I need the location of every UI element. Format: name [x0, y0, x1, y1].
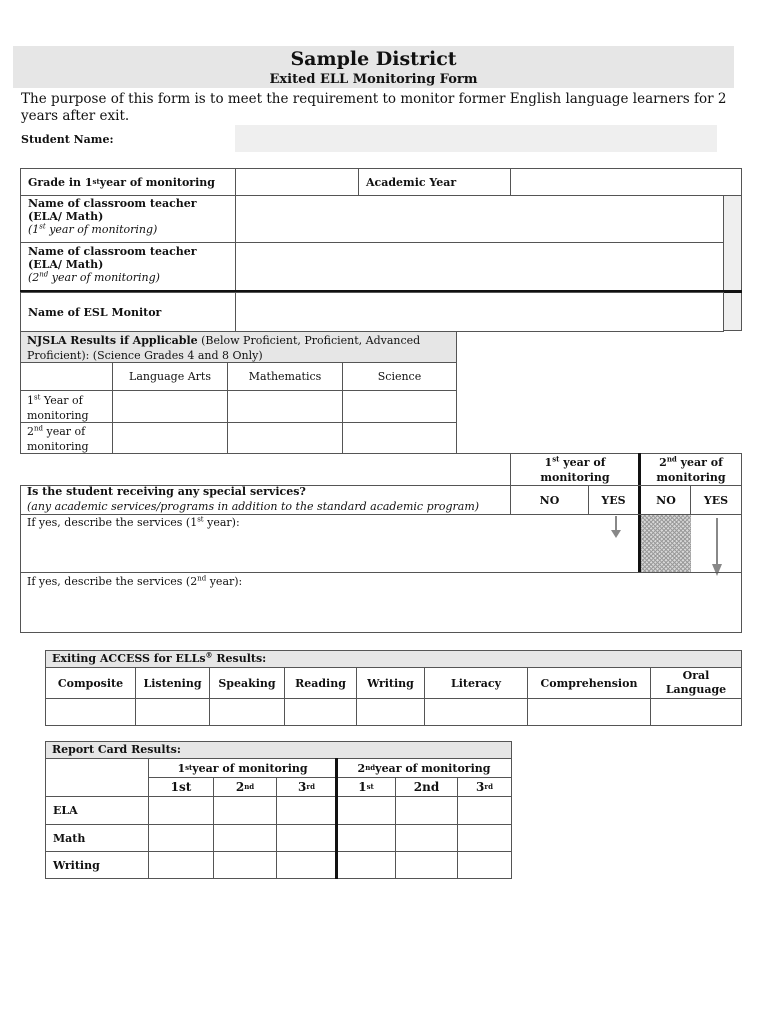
access-col-writing: Writing [356, 667, 425, 699]
year1-no-option[interactable]: NO [539, 493, 560, 507]
describe-year1-field[interactable] [21, 530, 638, 572]
arrow-down-icon [709, 516, 725, 578]
njsla-row1-mathematics[interactable] [227, 390, 343, 423]
report-row-math: Math [45, 824, 149, 852]
academic-year-label: Academic Year [358, 168, 511, 196]
access-col-oral-language: Oral Language [650, 667, 742, 699]
grade-cell[interactable] [213, 851, 277, 879]
services-split-line [20, 572, 742, 573]
describe-year2-label: If yes, describe the services (2nd year): [27, 574, 243, 588]
period-y2-3: 3 rd [457, 777, 512, 797]
njsla-title: NJSLA Results if Applicable (Below Proficient, Proficient, Advanced Proficient): (Science Grades 4 and 8 Only) [27, 334, 421, 362]
describe-year2-field[interactable] [21, 590, 741, 632]
grade-cell[interactable] [148, 851, 214, 879]
report-year1-header: 1 st year of monitoring [148, 758, 337, 778]
services-question: Is the student receiving any special services? [27, 485, 306, 498]
grade-cell[interactable] [148, 824, 214, 852]
form-title: Exited ELL Monitoring Form [269, 72, 478, 87]
grade-cell[interactable] [276, 796, 337, 825]
grade-field[interactable] [235, 168, 359, 196]
grade-cell[interactable] [457, 824, 512, 852]
report-card-title: Report Card Results: [52, 743, 181, 756]
report-row-writing: Writing [45, 851, 149, 879]
access-col-literacy: Literacy [424, 667, 528, 699]
period-y2-1: 1 st [336, 777, 396, 797]
access-col-comprehension: Comprehension [527, 667, 651, 699]
access-speaking-field[interactable] [209, 698, 285, 726]
access-composite-field[interactable] [45, 698, 136, 726]
access-col-composite: Composite [45, 667, 136, 699]
services-year1-header: 1st year of monitoring [540, 453, 610, 484]
grade-cell[interactable] [148, 796, 214, 825]
njsla-corner [20, 362, 113, 391]
grade-cell[interactable] [395, 824, 458, 852]
access-col-listening: Listening [135, 667, 210, 699]
grade-cell[interactable] [336, 824, 396, 852]
njsla-row1-language-arts[interactable] [112, 390, 228, 423]
teacher-side-column [723, 195, 742, 331]
grade-cell[interactable] [213, 796, 277, 825]
describe-year1-label: If yes, describe the services (1st year): [27, 515, 240, 529]
period-y1-2: 2 nd [213, 777, 277, 797]
njsla-row1-label: 1st Year of monitoring [20, 390, 113, 423]
report-row-ela: ELA [45, 796, 149, 825]
grade-cell[interactable] [336, 796, 396, 825]
njsla-col-language-arts: Language Arts [112, 362, 228, 391]
teacher2-label: Name of classroom teacher (ELA/ Math) (2nd year of monitoring) [28, 245, 197, 284]
academic-year-field[interactable] [510, 168, 742, 196]
njsla-row2-mathematics[interactable] [227, 422, 343, 454]
access-col-reading: Reading [284, 667, 357, 699]
access-col-speaking: Speaking [209, 667, 285, 699]
student-name-field[interactable] [235, 125, 717, 152]
student-name-label: Student Name: [21, 133, 114, 146]
njsla-row2-label: 2nd year of monitoring [20, 422, 113, 454]
grade-cell[interactable] [336, 851, 396, 879]
njsla-row1-science[interactable] [342, 390, 457, 423]
grade-cell[interactable] [276, 851, 337, 879]
njsla-col-mathematics: Mathematics [227, 362, 343, 391]
arrow-down-icon [608, 514, 624, 540]
access-writing-field[interactable] [356, 698, 425, 726]
access-listening-field[interactable] [135, 698, 210, 726]
services-header-right-line [741, 453, 742, 633]
njsla-row2-science[interactable] [342, 422, 457, 454]
njsla-col-science: Science [342, 362, 457, 391]
grade-label: Grade in 1 st year of monitoring [28, 175, 215, 189]
grade-cell[interactable] [457, 851, 512, 879]
grade-cell[interactable] [395, 796, 458, 825]
year1-yes-option[interactable]: YES [601, 493, 626, 507]
services-year2-header: 2nd year of monitoring [656, 453, 726, 484]
report-year-divider-thick [335, 758, 338, 879]
period-y1-1: 1st [148, 777, 214, 797]
options-bottom-line [20, 514, 742, 515]
njsla-row2-language-arts[interactable] [112, 422, 228, 454]
services-bottom-line [20, 632, 742, 633]
grade-cell[interactable] [276, 824, 337, 852]
teacher2-field[interactable] [235, 242, 724, 292]
access-literacy-field[interactable] [424, 698, 528, 726]
report-year2-header: 2 nd year of monitoring [336, 758, 512, 778]
purpose-text: The purpose of this form is to meet the requirement to monitor former English language learners for 2 years after exit. [21, 91, 727, 124]
year2-yes-option[interactable]: YES [703, 493, 729, 507]
services-question-note: (any academic services/programs in addition to the standard academic program) [27, 500, 480, 513]
teacher1-field[interactable] [235, 195, 724, 243]
hatched-cell [641, 515, 691, 572]
year2-no-option[interactable]: NO [656, 493, 676, 507]
period-y1-3: 3 rd [276, 777, 337, 797]
access-oral-language-field[interactable] [650, 698, 742, 726]
report-corner [45, 758, 149, 797]
access-comprehension-field[interactable] [527, 698, 651, 726]
district-title: Sample District [290, 48, 457, 70]
teacher1-label: Name of classroom teacher (ELA/ Math) (1st year of monitoring) [28, 197, 197, 236]
access-reading-field[interactable] [284, 698, 357, 726]
esl-monitor-label: Name of ESL Monitor [20, 292, 236, 332]
grade-cell[interactable] [395, 851, 458, 879]
esl-monitor-field[interactable] [235, 292, 724, 332]
period-y2-2: 2nd [395, 777, 458, 797]
grade-cell[interactable] [213, 824, 277, 852]
access-title: Exiting ACCESS for ELLs® Results: [52, 650, 267, 665]
grade-cell[interactable] [457, 796, 512, 825]
